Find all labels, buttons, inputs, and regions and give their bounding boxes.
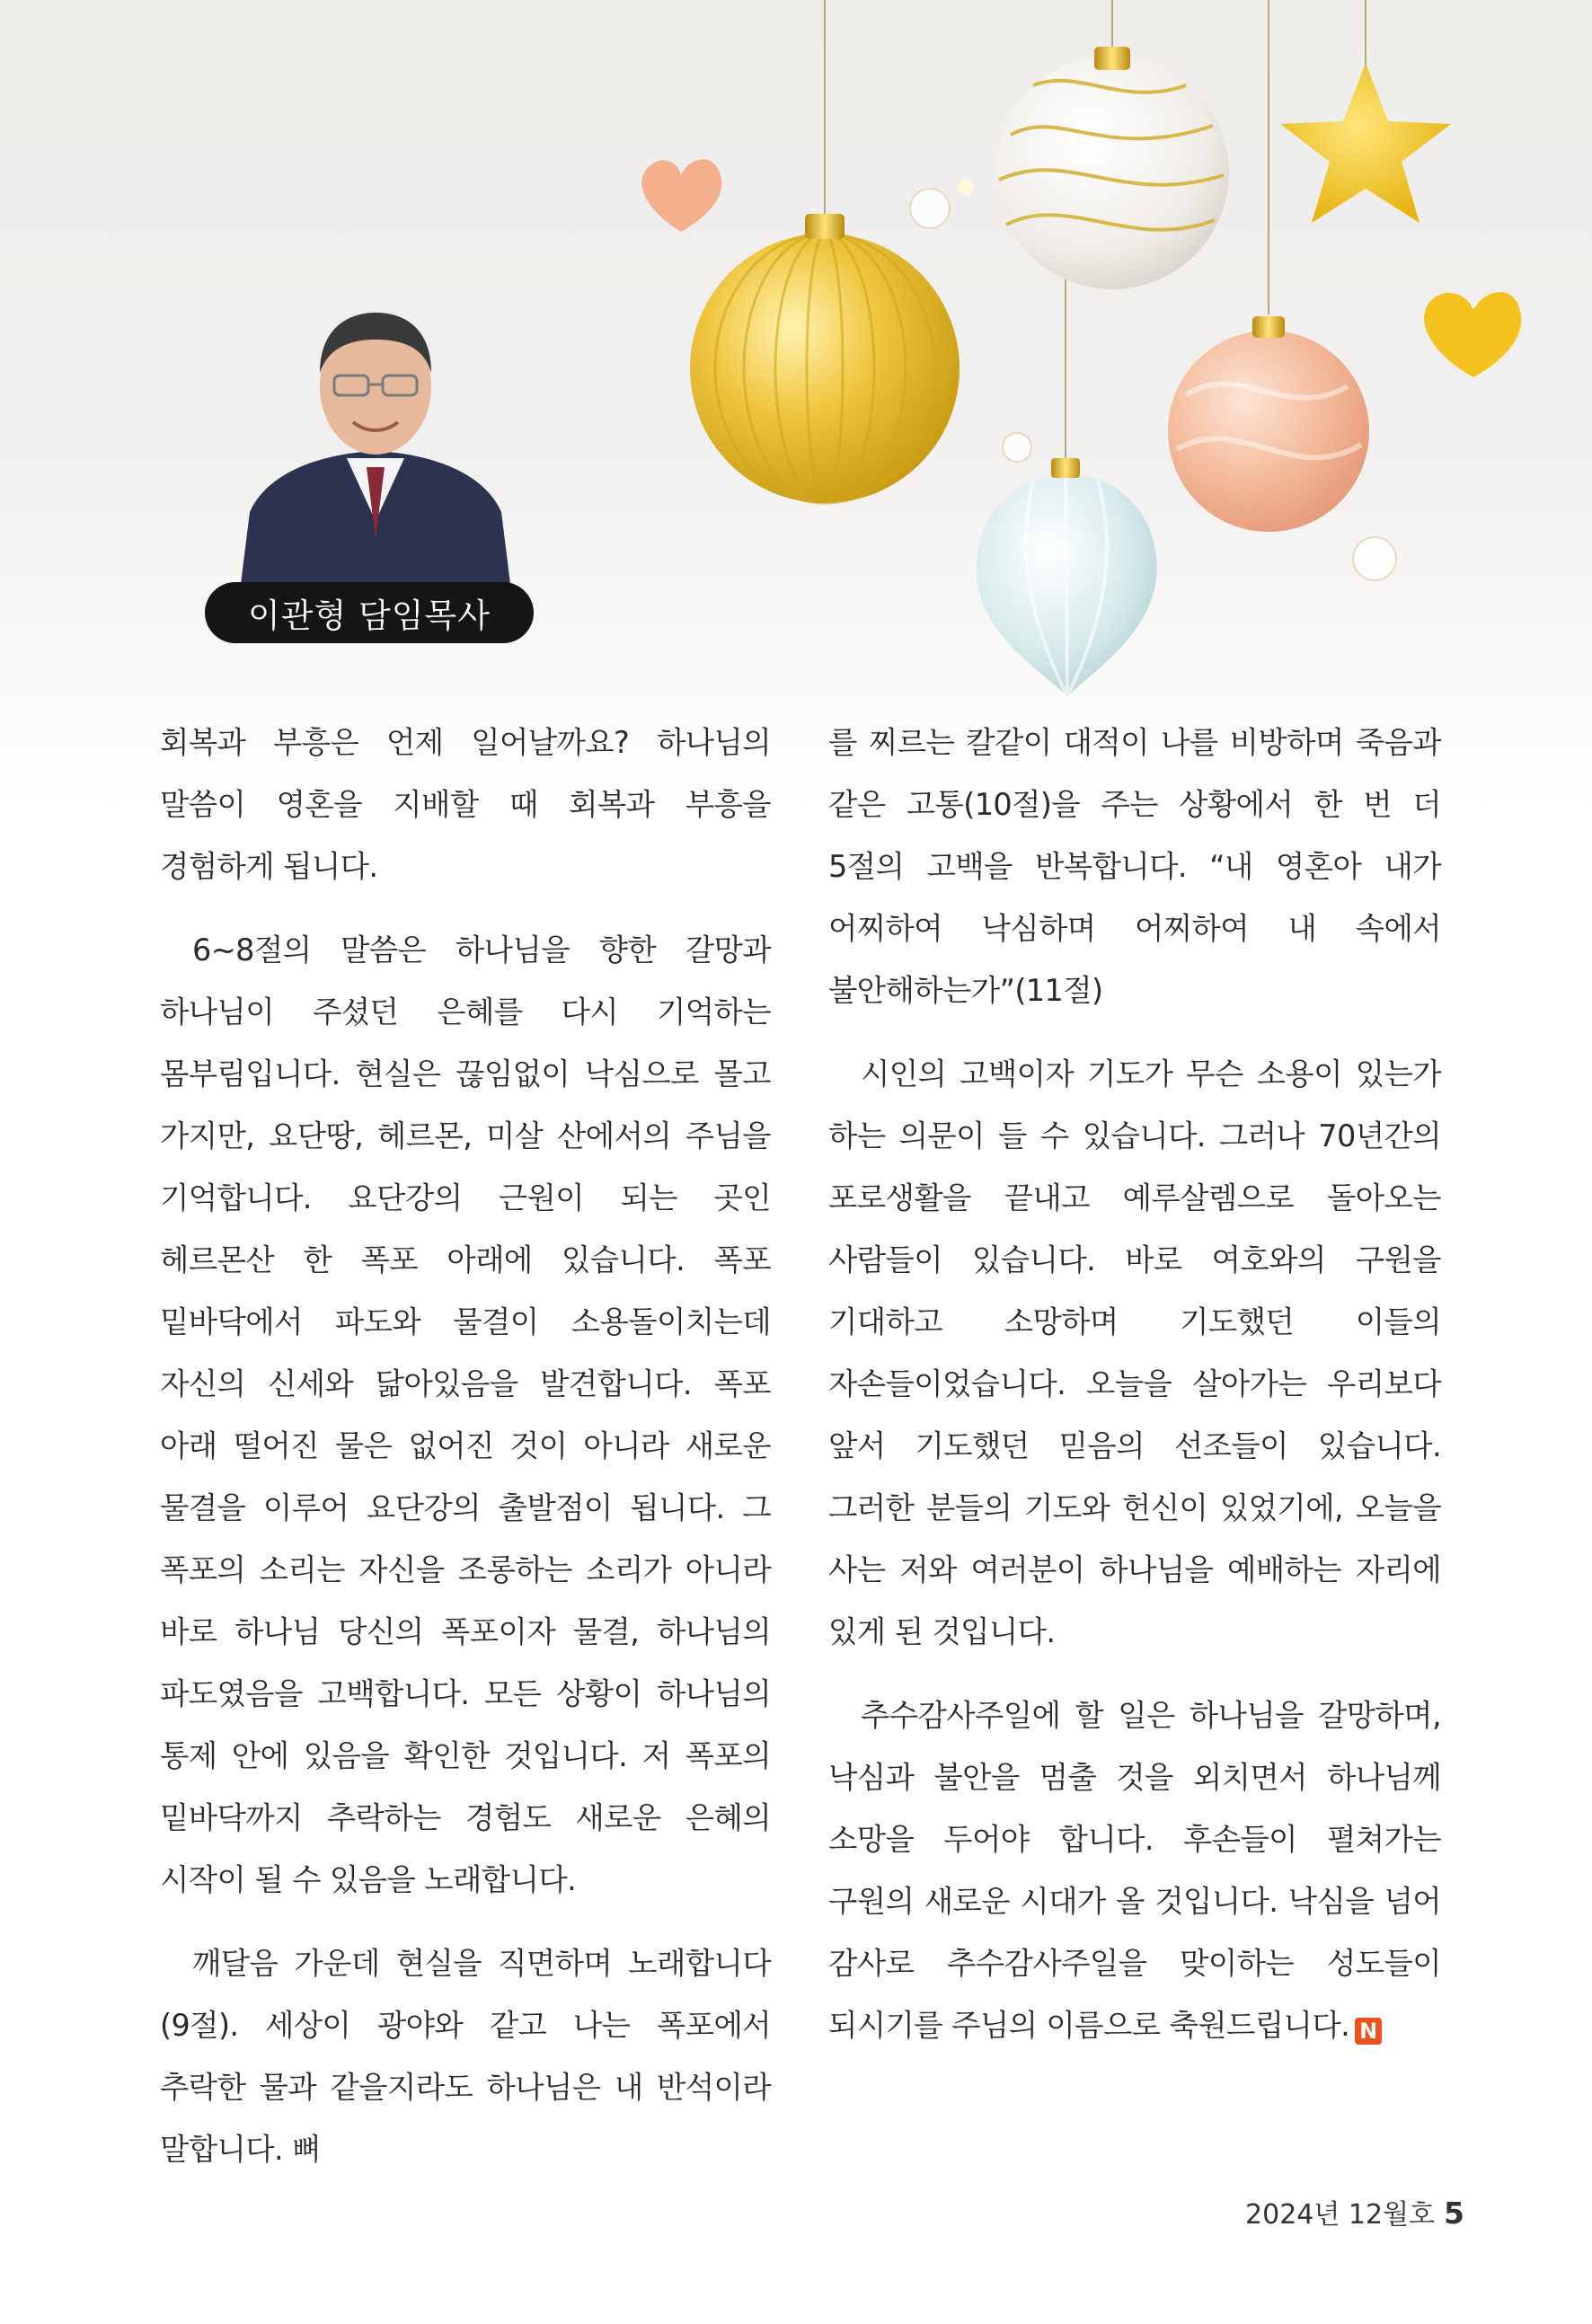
article-paragraph xyxy=(828,1684,1441,2056)
page-footer xyxy=(1245,2192,1464,2231)
article-paragraph: 시인의 고백이자 기도가 무슨 소용이 있는가 하는 의문이 들 수 있습니다. 그러나 70년간의 포로생활을 끝내고 예루살렘으로 돌아오는 사람들이 있습니다. 바로 여호와의 구원을 기대하고 소망하며 기도했던 이들의 자손들이었습니다. 오늘을 살아가는 우리보다 앞서 기도했던 믿음의 선조들이 있습니다. 그러한 분들의 기도와 헌신이 있었기에, 오늘을 사는 저와 여러분이 하나님을 예배하는 자리에 있게 된 것입니다. xyxy=(828,1056,1441,1649)
author-name-badge: 이관형 담임목사 xyxy=(205,582,534,643)
peach-heart xyxy=(641,159,721,232)
issue-label: 2024년 12월호 xyxy=(1245,2199,1436,2231)
mint-teardrop-bauble xyxy=(977,458,1157,696)
article-column-right xyxy=(828,711,1441,2078)
gold-star xyxy=(1280,63,1451,223)
article-paragraph: 깨달음 가운데 현실을 직면하며 노래합니다(9절). 세상이 광야와 같고 나는 폭포에서 추락한 물과 같을지라도 하나님은 내 반석이라 말합니다. 뼈 xyxy=(160,1946,771,2167)
white-swirl-bauble xyxy=(995,47,1229,289)
article-paragraph: 를 찌르는 칼같이 대적이 나를 비방하며 죽음과 같은 고통(10절)을 주는 상황에서 한 번 더 5절의 고백을 반복합니다. “내 영혼아 내가 어찌하여 낙심하며 어찌하여 내 속에서 불안해하는가”(11절) xyxy=(828,725,1441,1008)
yellow-heart xyxy=(1424,292,1521,377)
end-mark-logo: N xyxy=(1355,2018,1382,2045)
article-paragraph-text: 추수감사주일에 할 일은 하나님을 갈망하며, 낙심과 불안을 멈출 것을 외치면서 하나님께 소망을 두어야 합니다. 후손들이 펼쳐가는 구원의 새로운 시대가 올 것입니다. 낙심을 넘어 감사로 추수감사주일을 맞이하는 성도들이 되시기를 주님의 이름으로 축원드립니다. xyxy=(828,1698,1441,2043)
page-number: 5 xyxy=(1444,2196,1464,2231)
article-paragraph: 회복과 부흥은 언제 일어날까요? 하나님의 말씀이 영혼을 지배할 때 회복과 부흥을 경험하게 됩니다. xyxy=(160,725,771,884)
article-paragraph: 6~8절의 말씀은 하나님을 향한 갈망과 하나님이 주셨던 은혜를 다시 기억하는 몸부림입니다. 현실은 끊임없이 낙심으로 몰고 가지만, 요단땅, 헤르몬, 미살 산에서의 주님을 기억합니다. 요단강의 근원이 되는 곳인 헤르몬산 한 폭포 아래에 있습니다. 폭포 밑바닥에서 파도와 물결이 소용돌이치는데 자신의 신세와 닮아있음을 발견합니다. 폭포 아래 떨어진 물은 없어진 것이 아니라 새로운 물결을 이루어 요단강의 출발점이 됩니다. 그 폭포의 소리는 자신을 조롱하는 소리가 아니라 바로 하나님 당신의 폭포이자 물결, 하나님의 파도였음을 고백합니다. 모든 상황이 하나님의 통제 안에 있음을 확인한 것입니다. 저 폭포의 밑바닥까지 추락하는 경험도 새로운 은혜의 시작이 될 수 있음을 노래합니다. xyxy=(160,932,771,1897)
gold-ribbed-bauble xyxy=(690,214,960,503)
pastor-portrait xyxy=(241,287,510,584)
article-column-left xyxy=(160,711,771,2202)
peach-bauble xyxy=(1168,316,1369,532)
